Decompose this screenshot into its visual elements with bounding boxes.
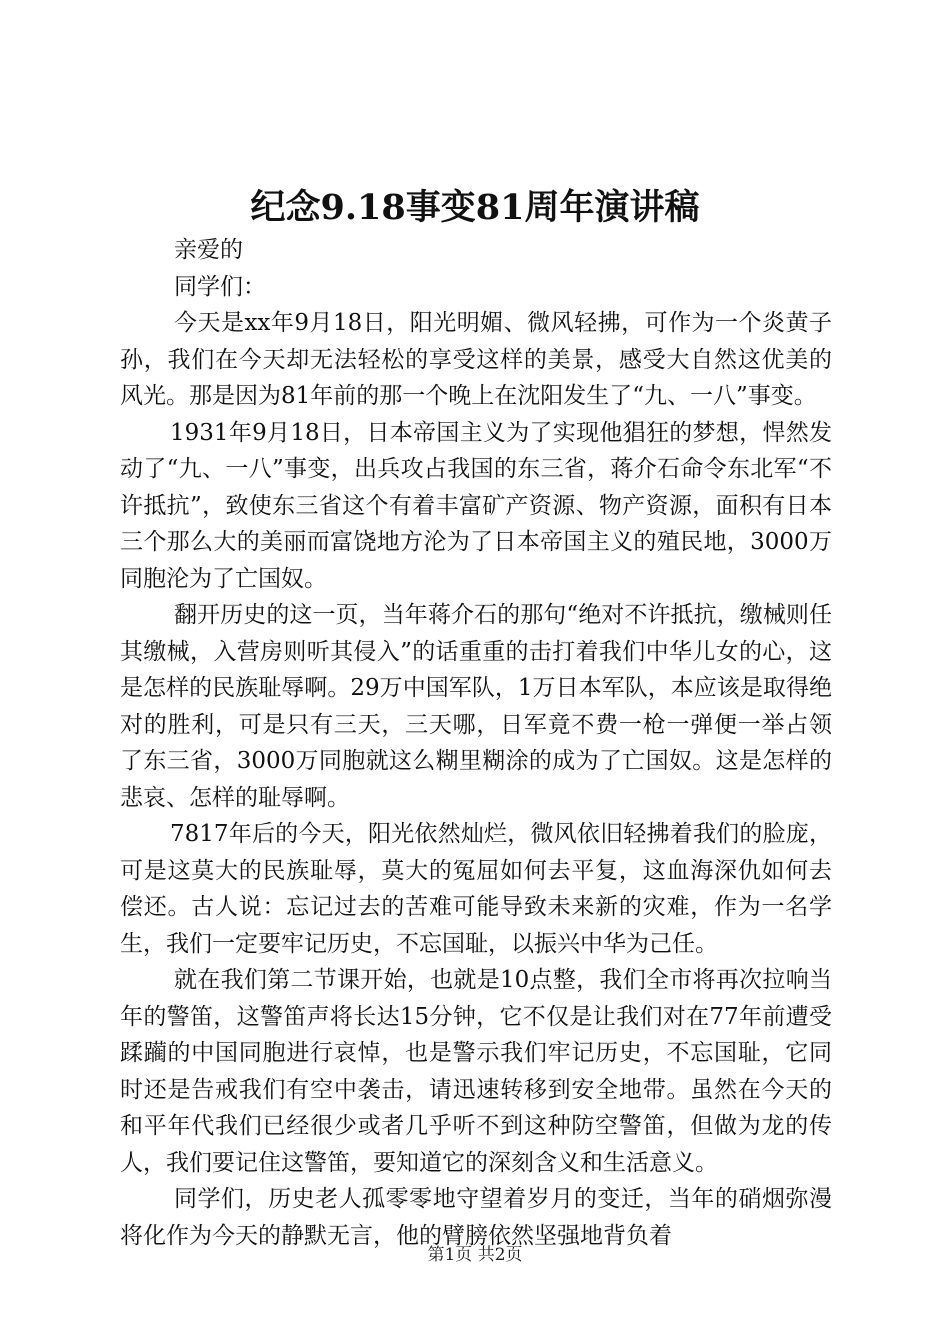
document-body [120, 232, 832, 1254]
salutation-line-2: 同学们： [174, 273, 266, 300]
page-title: 纪念9.18事变81周年演讲稿 [250, 187, 700, 228]
page-footer: 第1页 共2页 [427, 1245, 523, 1265]
salutation-line-1: 亲爱的 [174, 237, 243, 263]
paragraph-1: 今天是xx年9月18日，阳光明媚、微风轻拂，可作为一个炎黄子孙，我们在今天却无法轻松的享受这样的美景，感受大自然这优美的风光。那是因为81年前的那一个晚上在沈阳发生了“九、一八”事变。 [120, 310, 832, 409]
paragraph-4: 7817年后的今天，阳光依然灿烂，微风依旧轻拂着我们的脸庞，可是这莫大的民族耻辱，莫大的冤屈如何去平复，这血海深仇如何去偿还。古人说：忘记过去的苦难可能导致未来新的灾难，作为一名学生，我们一定要牢记历史，不忘国耻，以振兴中华为己任。 [120, 821, 832, 957]
paragraph-2: 1931年9月18日，日本帝国主义为了实现他猖狂的梦想，悍然发动了“九、一八”事变，出兵攻占我国的东三省，蒋介石命令东北军“不许抵抗”，致使东三省这个有着丰富矿产资源、物产资源，面积有日本三个那么大的美丽而富饶地方沦为了日本帝国主义的殖民地，3000万同胞沦为了亡国奴。 [120, 419, 832, 592]
paragraph-5: 就在我们第二节课开始，也就是10点整，我们全市将再次拉响当年的警笛，这警笛声将长达15分钟，它不仅是让我们对在77年前遭受蹂躏的中国同胞进行哀悼，也是警示我们牢记历史，不忘国耻，它同时还是告戒我们有空中袭击，请迅速转移到安全地带。虽然在今天的和平年代我们已经很少或者几乎听不到这种防空警笛，但做为龙的传人，我们要记住这警笛，要知道它的深刻含义和生活意义。 [120, 967, 832, 1176]
paragraph-6: 同学们，历史老人孤零零地守望着岁月的变迁，当年的硝烟弥漫将化作为今天的静默无言，他的臂膀依然坚强地背负着 [120, 1186, 832, 1249]
paragraph-3: 翻开历史的这一页，当年蒋介石的那句“绝对不许抵抗，缴械则任其缴械，入营房则听其侵入”的话重重的击打着我们中华儿女的心，这是怎样的民族耻辱啊。29万中国军队，1万日本军队，本应该是取得绝对的胜利，可是只有三天，三天哪，日军竟不费一枪一弹便一举占领了东三省，3000万同胞就这么糊里糊涂的成为了亡国奴。这是怎样的悲哀、怎样的耻辱啊。 [120, 602, 832, 811]
